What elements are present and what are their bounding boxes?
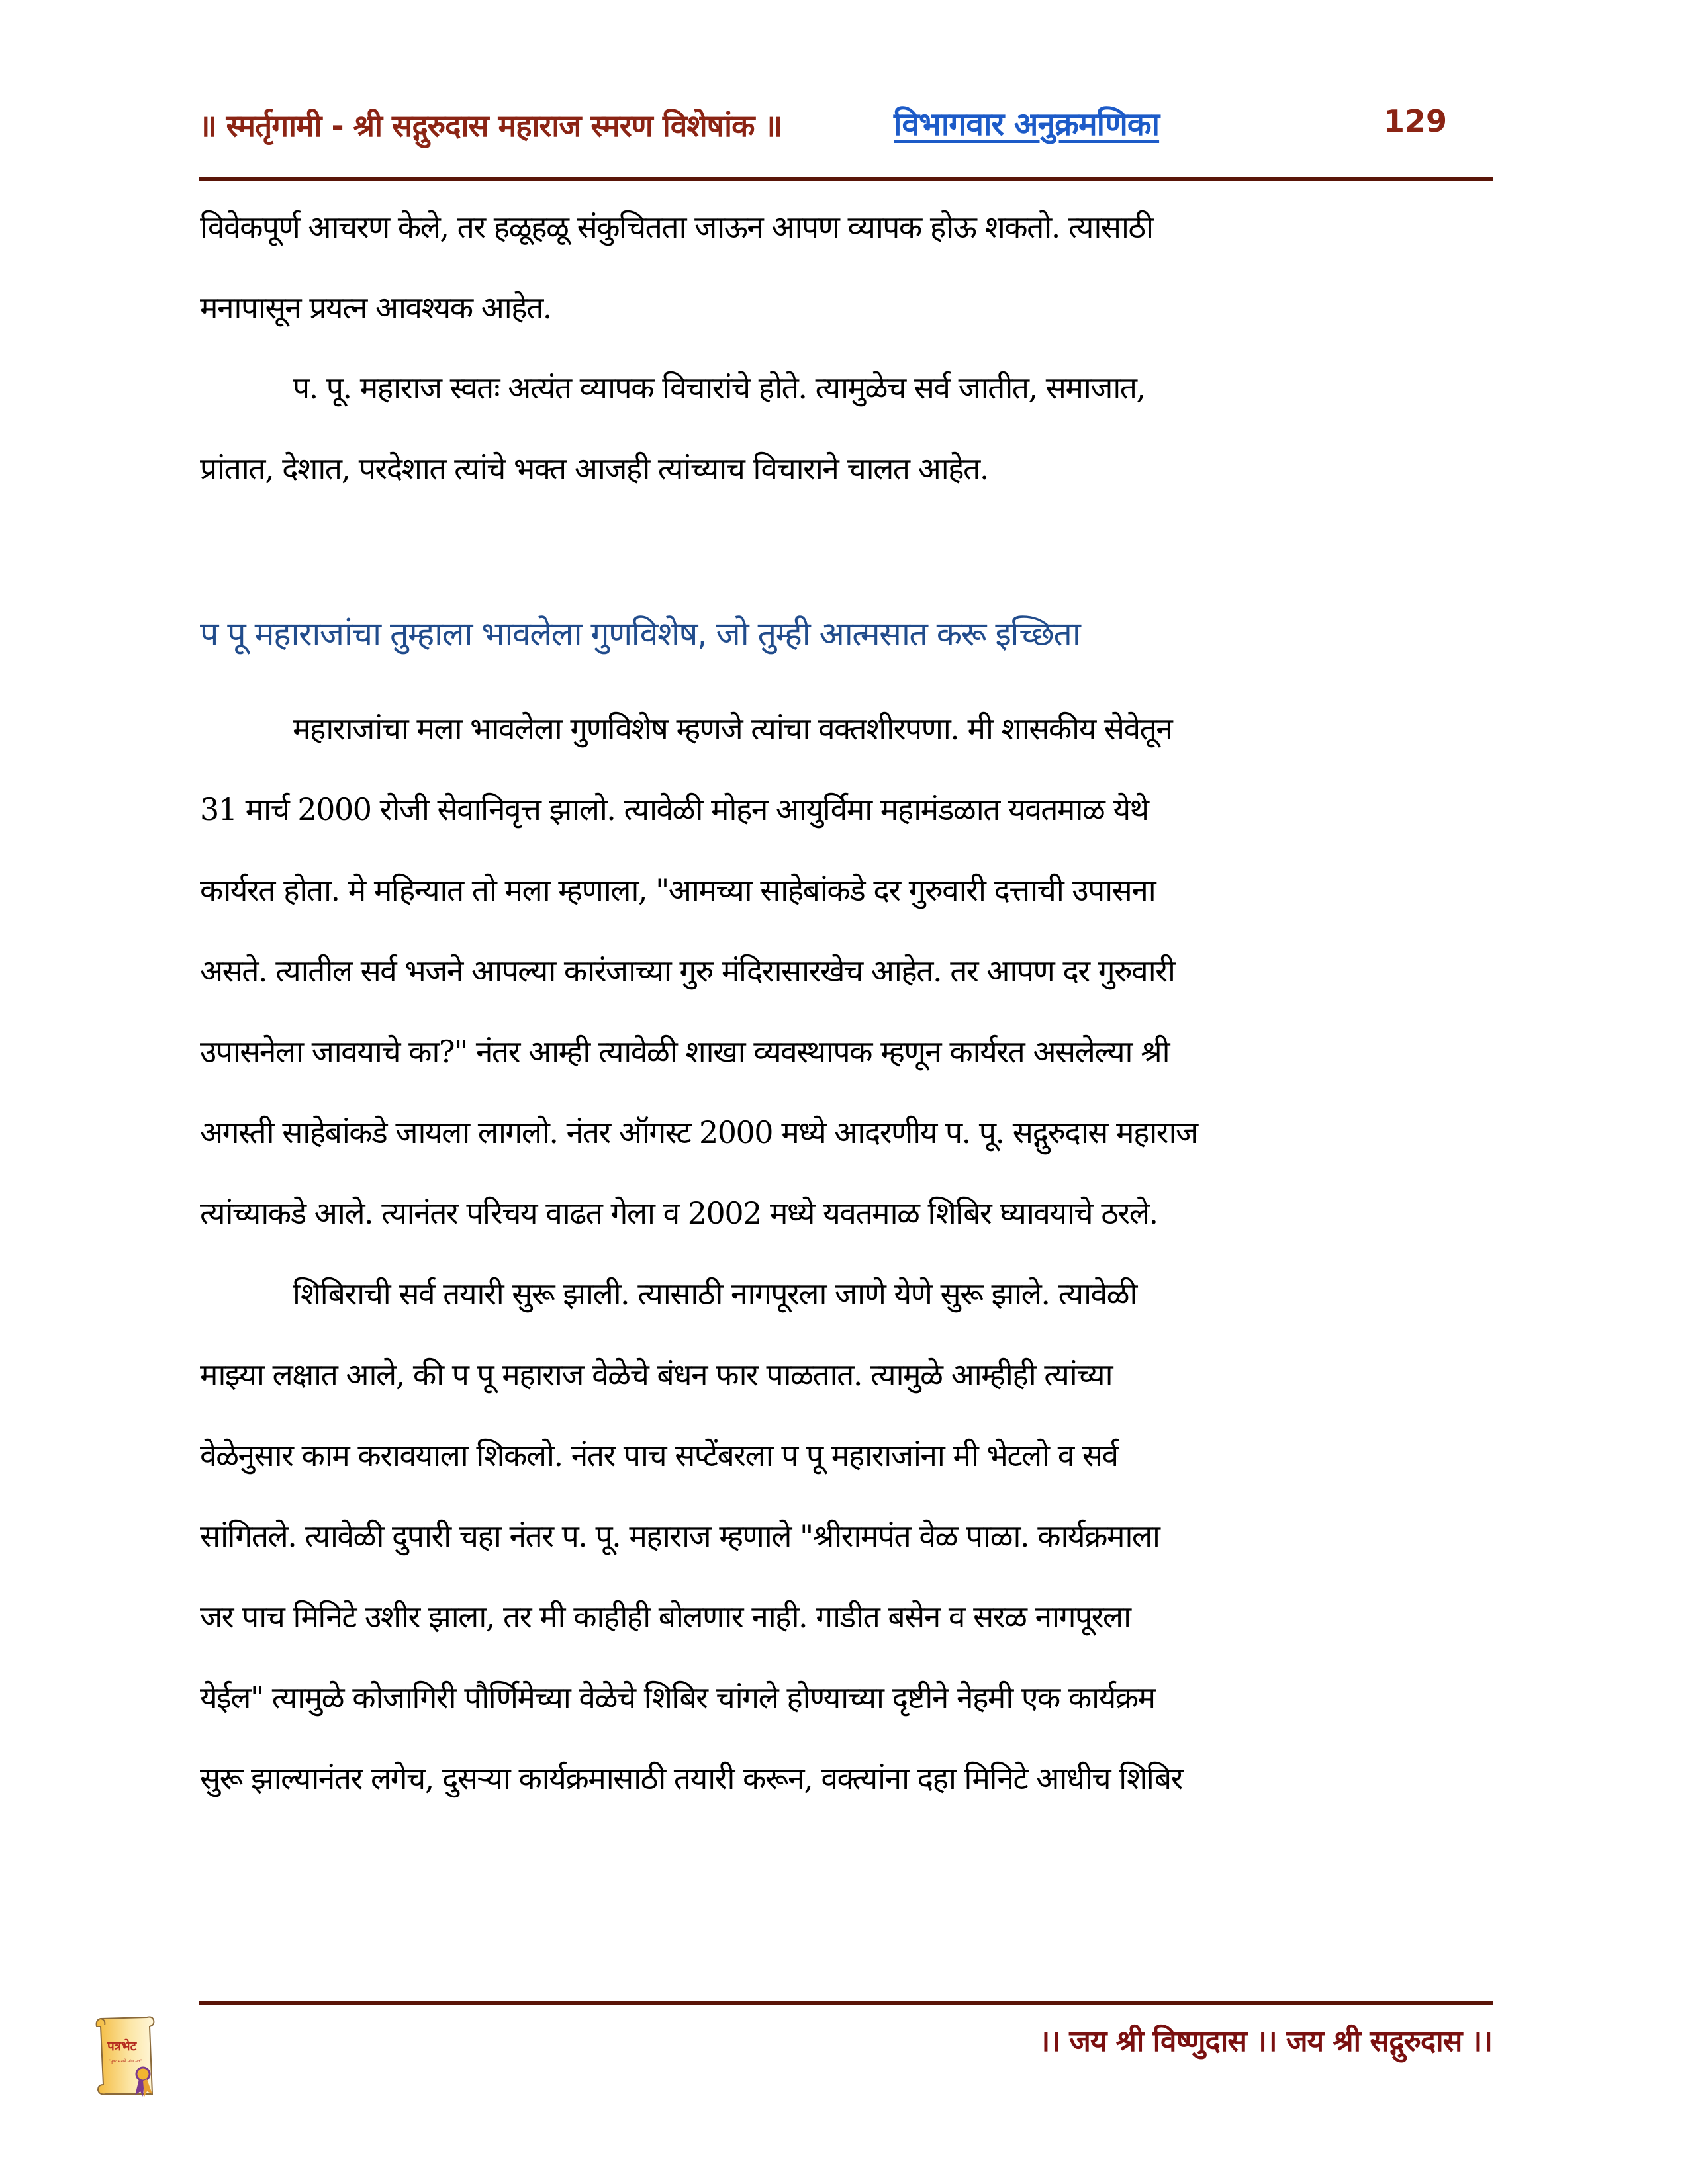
svg-text:पत्रभेट: पत्रभेट [107, 2039, 137, 2054]
text-line: त्यांच्याकडे आले. त्यानंतर परिचय वाढत गेला व 2002 मध्ये यवतमाळ शिबिर घ्यावयाचे ठरले. [200, 1195, 1158, 1231]
page-header [199, 99, 1489, 152]
text-line: प्रांतात, देशात, परदेशात त्यांचे भक्त आजही त्यांच्याच विचाराने चालत आहेत. [200, 451, 988, 486]
page-number: 129 [1383, 103, 1448, 139]
text-line: मनापासून प्रयत्न आवश्यक आहेत. [200, 290, 551, 326]
section-index-link[interactable]: विभागवार अनुक्रमणिका [894, 106, 1160, 143]
text-line: जर पाच मिनिटे उशीर झाला, तर मी काहीही बोलणार नाही. गाडीत बसेन व सरळ नागपूरला [200, 1599, 1131, 1635]
text-line: विवेकपूर्ण आचरण केले, तर हळूहळू संकुचितता जाऊन आपण व्यापक होऊ शकतो. त्यासाठी [200, 209, 1153, 245]
footer-divider [199, 2001, 1493, 2005]
text-line: सांगितले. त्यावेळी दुपारी चहा नंतर प. पू. महाराज म्हणाले "श्रीरामपंत वेळ पाळा. कार्यक्रमाला [200, 1518, 1160, 1554]
section-heading: प पू महाराजांचा तुम्हाला भावलेला गुणविशेष, जो तुम्ही आत्मसात करू इच्छिता [200, 615, 1080, 653]
text-line: येईल" त्यामुळे कोजागिरी पौर्णिमेच्या वेळेचे शिबिर चांगले होण्याच्या दृष्टीने नेहमी एक कार्यक्रम [200, 1680, 1155, 1715]
text-line: शिबिराची सर्व तयारी सुरू झाली. त्यासाठी नागपूरला जाणे येणे सुरू झाले. त्यावेळी [293, 1276, 1137, 1312]
text-line: अगस्ती साहेबांकडे जायला लागलो. नंतर ऑगस्ट 2000 मध्ये आदरणीय प. पू. सद्गुरुदास महाराज [200, 1115, 1197, 1150]
header-divider [199, 177, 1493, 181]
text-line: कार्यरत होता. मे महिन्यात तो मला म्हणाला, "आमच्या साहेबांकडे दर गुरुवारी दत्ताची उपासना [200, 872, 1156, 908]
text-line: 31 मार्च 2000 रोजी सेवानिवृत्त झालो. त्यावेळी मोहन आयुर्विमा महामंडळात यवतमाळ येथे [200, 792, 1149, 827]
text-line: असते. त्यातील सर्व भजने आपल्या कारंजाच्या गुरु मंदिरासारखेच आहेत. तर आपण दर गुरुवारी [200, 953, 1175, 989]
text-line: उपासनेला जावयाचे का?" नंतर आम्ही त्यावेळी शाखा व्यवस्थापक म्हणून कार्यरत असलेल्या श्री [200, 1034, 1170, 1069]
paragraph [200, 688, 1491, 1819]
text-line: सुरू झाल्यानंतर लगेच, दुसऱ्या कार्यक्रमासाठी तयारी करून, वक्त्यांना दहा मिनिटे आधीच शिबिर [200, 1760, 1182, 1796]
scroll-ribbon-icon [86, 2012, 165, 2101]
text-line: प. पू. महाराज स्वतः अत्यंत व्यापक विचारांचे होते. त्यामुळेच सर्व जातीत, समाजात, [293, 370, 1145, 406]
publication-title: ॥ स्मर्तृगामी - श्री सद्गुरुदास महाराज स्मरण विशेषांक ॥ [199, 108, 782, 144]
paragraph-continuation [200, 187, 1491, 348]
text-line: वेळेनुसार काम करावयाला शिकलो. नंतर पाच सप्टेंबरला प पू महाराजांना मी भेटलो व सर्व [200, 1437, 1118, 1473]
text-line: माझ्या लक्षात आले, की प पू महाराज वेळेचे बंधन फार पाळतात. त्यामुळे आम्हीही त्यांच्या [200, 1357, 1113, 1392]
paragraph [200, 347, 1491, 509]
text-line: महाराजांचा मला भावलेला गुणविशेष म्हणजे त्यांचा वक्तशीरपणा. मी शासकीय सेवेतून [293, 711, 1172, 747]
footer-invocation: ।। जय श्री विष्णुदास ।। जय श्री सद्गुरुदास ।। [1039, 2025, 1492, 2058]
svg-text:"मुक्त मनाने मांडा मत": "मुक्त मनाने मांडा मत" [109, 2059, 142, 2064]
